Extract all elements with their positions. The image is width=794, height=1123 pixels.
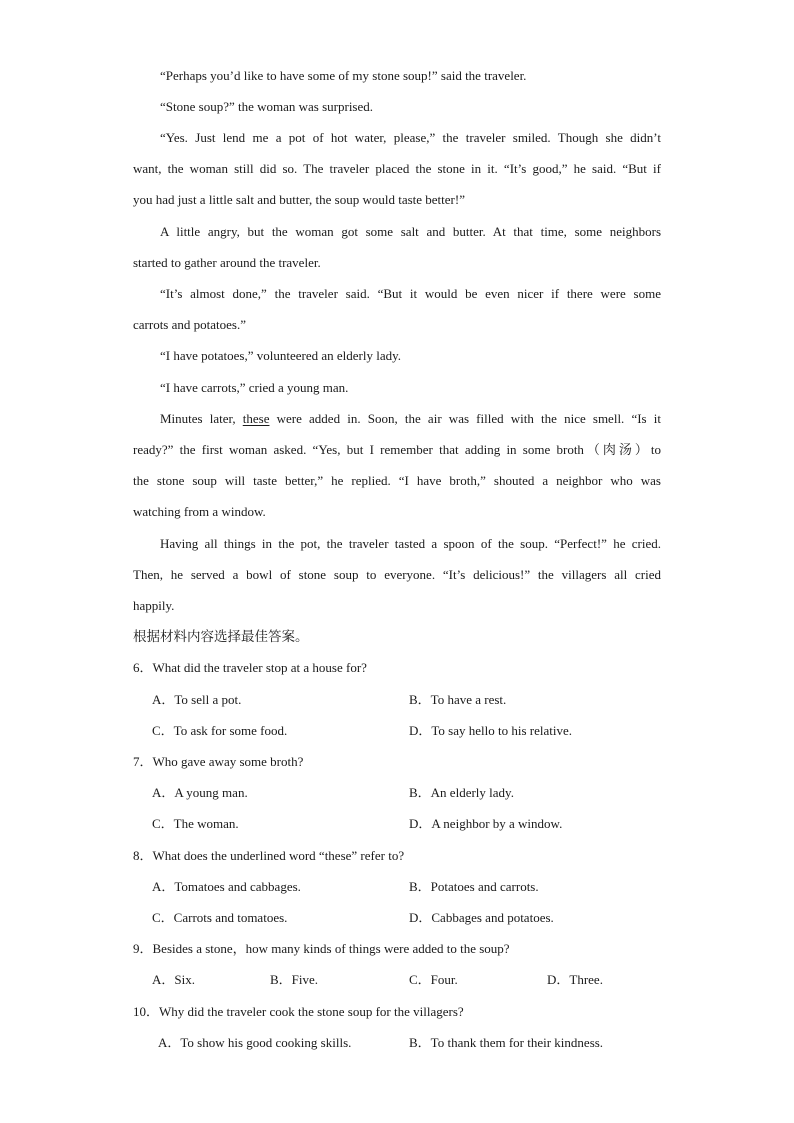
passage-line: “Yes. Just lend me a pot of hot water, please,” the traveler smiled. Though she didn’t: [160, 130, 661, 145]
question-7-option-a[interactable]: A．A young man.: [152, 785, 248, 800]
question-7-option-d[interactable]: D．A neighbor by a window.: [409, 816, 563, 831]
question-10-option-b[interactable]: B．To thank them for their kindness.: [409, 1035, 604, 1050]
underlined-word-these: these: [242, 411, 270, 426]
question-7-stem: 7．Who gave away some broth?: [133, 754, 304, 769]
question-8-option-c[interactable]: C．Carrots and tomatoes.: [152, 910, 288, 925]
section-instruction: 根据材料内容选择最佳答案。: [133, 629, 309, 645]
passage-line: “It’s almost done,” the traveler said. “But it would be even nicer if there were some: [160, 286, 661, 301]
question-6-option-c[interactable]: C．To ask for some food.: [152, 723, 288, 738]
question-9-option-d[interactable]: D．Three.: [547, 972, 603, 987]
passage-line: Having all things in the pot, the traveler tasted a spoon of the soup. “Perfect!” he cried.: [160, 536, 661, 551]
question-8-stem: 8．What does the underlined word “these” refer to?: [133, 848, 405, 863]
question-9-stem: 9．Besides a stone，how many kinds of things were added to the soup?: [133, 941, 510, 956]
question-10-stem: 10．Why did the traveler cook the stone soup for the villagers?: [133, 1004, 464, 1019]
question-7-option-b[interactable]: B．An elderly lady.: [409, 785, 514, 800]
passage-line: the stone soup will taste better,” he replied. “I have broth,” shouted a neighbor who was: [133, 473, 661, 488]
passage-line: carrots and potatoes.”: [133, 317, 246, 332]
question-9-option-c[interactable]: C．Four.: [409, 972, 458, 987]
passage-line: A little angry, but the woman got some salt and butter. At that time, some neighbors: [160, 224, 661, 239]
passage-text: Minutes later,: [160, 411, 243, 426]
question-8-option-b[interactable]: B．Potatoes and carrots.: [409, 879, 539, 894]
passage-line: “I have carrots,” cried a young man.: [160, 380, 349, 395]
passage-line: you had just a little salt and butter, the soup would taste better!”: [133, 192, 465, 207]
question-10-option-a[interactable]: A．To show his good cooking skills.: [158, 1035, 352, 1050]
question-8-option-a[interactable]: A．Tomatoes and cabbages.: [152, 879, 301, 894]
passage-line: happily.: [133, 598, 175, 613]
passage-line: “Perhaps you’d like to have some of my stone soup!” said the traveler.: [160, 68, 527, 83]
question-6-option-b[interactable]: B．To have a rest.: [409, 692, 507, 707]
question-6-option-d[interactable]: D．To say hello to his relative.: [409, 723, 573, 738]
question-6-option-a[interactable]: A．To sell a pot.: [152, 692, 242, 707]
passage-line: Then, he served a bowl of stone soup to everyone. “It’s delicious!” the villagers all cried: [133, 567, 661, 582]
question-7-option-c[interactable]: C．The woman.: [152, 816, 239, 831]
passage-line: ready?” the first woman asked. “Yes, but I remember that adding in some broth（肉汤）to: [133, 442, 661, 457]
passage-line: “I have potatoes,” volunteered an elderly lady.: [160, 348, 401, 363]
passage-line: started to gather around the traveler.: [133, 255, 321, 270]
question-9-option-a[interactable]: A．Six.: [152, 972, 195, 987]
question-6-stem: 6．What did the traveler stop at a house for?: [133, 660, 367, 675]
passage-line: “Stone soup?” the woman was surprised.: [160, 99, 374, 114]
passage-line: [160, 403, 661, 434]
passage-line: want, the woman still did so. The traveler placed the stone in it. “It’s good,” he said. “But if: [133, 161, 661, 176]
question-8-option-d[interactable]: D．Cabbages and potatoes.: [409, 910, 554, 925]
passage-line: watching from a window.: [133, 504, 266, 519]
question-9-option-b[interactable]: B．Five.: [270, 972, 319, 987]
passage-text: were added in. Soon, the air was filled with the nice smell. “Is it: [269, 411, 661, 426]
